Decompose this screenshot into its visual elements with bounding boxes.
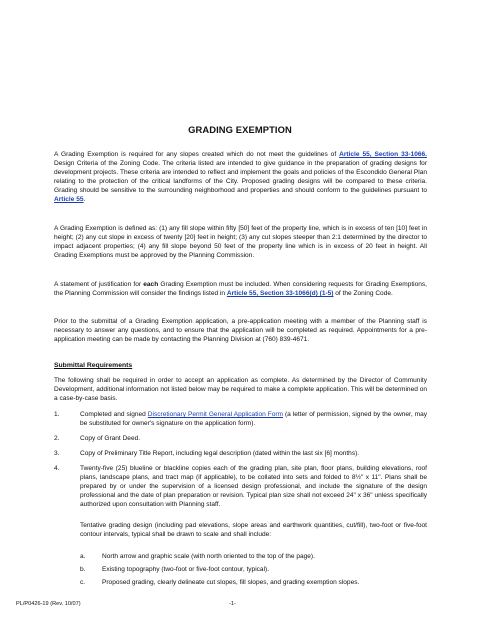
justification-text-2: Grading Exemption must be included. When considering requests for Grading Exemptions, the Planning Commission will consider the findings listed in — [54, 281, 427, 297]
footer-form-id: PL/P0426-19 (Rev. 10/07) — [16, 601, 81, 607]
submittal-intro-paragraph: The following shall be required in order to accept an application as complete. As determined by the Director of Community Development, additional information not listed below may be required to make a complete application. This will be determined on a case-by-case basis. — [54, 377, 427, 402]
sub-item-text: Existing topography (two-foot or five-foot contour, typical). — [102, 566, 270, 573]
sub-item-letter: b. — [80, 566, 86, 573]
item-number: 3. — [54, 450, 60, 457]
article-55-section-link[interactable]: Article 55, Section 33-1066. — [339, 151, 427, 158]
item-1-text-a: Completed and signed — [80, 411, 148, 418]
item-number: 2. — [54, 435, 60, 442]
intro-text-2: Design Criteria of the Zoning Code. The criteria listed are intended to give guidance in the preparation of grading designs for development projects. These criteria are intended to reflect and implement the goals and policies of the Escondido General Plan relating to the protection of the critical landforms of the City. Proposed grading designs will be compared to these criteria. Grading should be sensitive to the surrounding neighborhood and properties and should conform to the guidelines pursuant to — [54, 159, 427, 194]
sub-item-text: Proposed grading, clearly delineate cut slopes, fill slopes, and grading exemption slopes. — [102, 579, 360, 586]
item-text — [80, 411, 427, 429]
submittal-requirements-heading: Submittal Requirements — [54, 362, 133, 369]
pre-application-paragraph: Prior to the submittal of a Grading Exemption application, a pre-application meeting with a member of the Planning staff is necessary to answer any questions, and to ensure that the application will be completed as required. Appointments for a pre-application meeting can be made by contacting the Planning Division at (760) 839-4671. — [54, 318, 427, 343]
justification-bold-each: each — [143, 281, 159, 288]
justification-text-1: A statement of justification for — [54, 281, 144, 288]
intro-text-1: A Grading Exemption is required for any slopes created which do not meet the guidelines of — [54, 151, 340, 158]
sub-item-text: North arrow and graphic scale (with north oriented to the top of the page). — [102, 553, 315, 560]
item-1-text-b: (a letter of permission, signed by the owner, may be substituted for owner's signature on the application form). — [80, 411, 427, 427]
item-text: Copy of Grant Deed. — [80, 435, 141, 442]
justification-text-3: of the Zoning Code. — [333, 289, 393, 297]
item-text: Copy of Preliminary Title Report, including legal description (dated within the last six [6] months). — [80, 450, 360, 457]
item-number: 4. — [54, 465, 60, 472]
article-55-link[interactable]: Article 55 — [54, 195, 84, 203]
item-number: 1. — [54, 411, 60, 418]
sub-item-letter: c. — [80, 579, 86, 586]
sub-item-letter: a. — [80, 553, 86, 560]
item-text: Twenty-five (25) blueline or blackline copies each of the grading plan, site plan, floor plans, building elevations, roof plans, landscape plans, and tract map (if applicable), to be collated into sets and folded to 8½" x 11". Plans shall be prepared by or under the supervision of a licensed design professional, and include the signature of the design professional and the date of plan preparation or revision. Typical plan size shall not exceed 24" x 36" unless specifically authorized upon consultation with Planning staff. — [80, 465, 427, 508]
footer-page-number: -1- — [229, 601, 236, 607]
definition-paragraph: A Grading Exemption is defined as: (1) any fill slope within fifty [50] feet of the property line, which is in excess of ten [10] feet in height; (2) any cut slope in excess of twenty [20] feet in height; (3) any cut slopes steeper than 2:1 determined by the director to impact adjacent properties; (4) any fill slope beyond 50 feet of the property line which is in excess of 20 feet in height. All Grading Exemptions must be approved by the Planning Commission. — [54, 225, 427, 259]
page-title: GRADING EXEMPTION — [188, 124, 292, 135]
intro-paragraph — [54, 151, 427, 204]
general-application-form-link[interactable]: Discretionary Permit General Application Form — [147, 411, 283, 418]
item-text-continued: Tentative grading design (including pad elevations, slope areas and earthwork quantities, cut/fill), two-foot or five-foot contour intervals, typical shall be drawn to scale and shall include: — [80, 522, 427, 538]
intro-text-3: . — [83, 195, 86, 203]
article-55-findings-link[interactable]: Article 55, Section 33-1066(d) (1-5) — [226, 289, 334, 297]
justification-paragraph — [54, 281, 427, 299]
